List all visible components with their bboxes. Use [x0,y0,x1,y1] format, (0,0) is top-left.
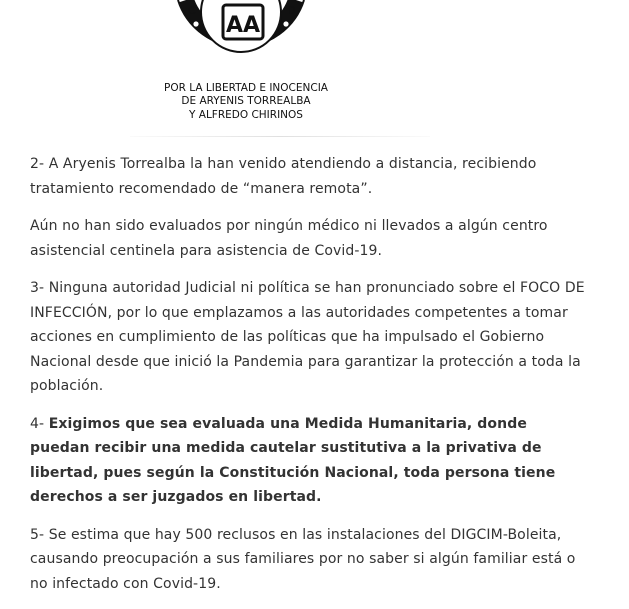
article-body [30,152,590,609]
logo-line-1: POR LA LIBERTAD E INOCENCIA [164,82,328,94]
logo-line-2: DE ARYENIS TORREALBA [181,95,311,107]
paragraph-3: 3- Ninguna autoridad Judicial ni política se han pronunciado sobre el FOCO DE INFECCIÓN, por lo que emplazamos a las autoridades competentes a tomar acciones en cumplimiento de las políticas que ha impulsado el Gobierno Nacional desde que inició la Pandemia para garantizar la protección a toda la población. [30,280,585,394]
paragraph-4 [30,412,590,510]
logo-bottom-edge [130,136,430,137]
paragraph-5: 5- Se estima que hay 500 reclusos en las instalaciones del DIGCIM-Boleita, causando preocupación a sus familiares por no saber si algún familiar está o no infectado con Covid-19. [30,526,576,592]
campaign-logo [0,0,629,140]
logo-initials: AA [225,13,261,38]
logo-ring-text-right: D [287,4,296,17]
paragraph-4-bold-text: Exigimos que sea evaluada una Medida Humanitaria, donde puedan recibir una medida cautelar sustitutiva a la privativa de libertad, pues según la Constitución Nacional, toda persona tiene derechos a ser juzgados en libertad. [30,415,556,505]
logo-line-3: Y ALFREDO CHIRINOS [189,109,303,121]
paragraph-2-continued: Aún no han sido evaluados por ningún médico ni llevados a algún centro asistencial centinela para asistencia de Covid-19. [30,218,548,259]
paragraph-4-number: 4- [30,415,49,432]
paragraph-2: 2- A Aryenis Torrealba la han venido atendiendo a distancia, recibiendo tratamiento recomendado de “manera remota”. [30,156,537,197]
logo-ring-text-left: C [188,4,196,17]
logo-emblem [0,0,629,140]
